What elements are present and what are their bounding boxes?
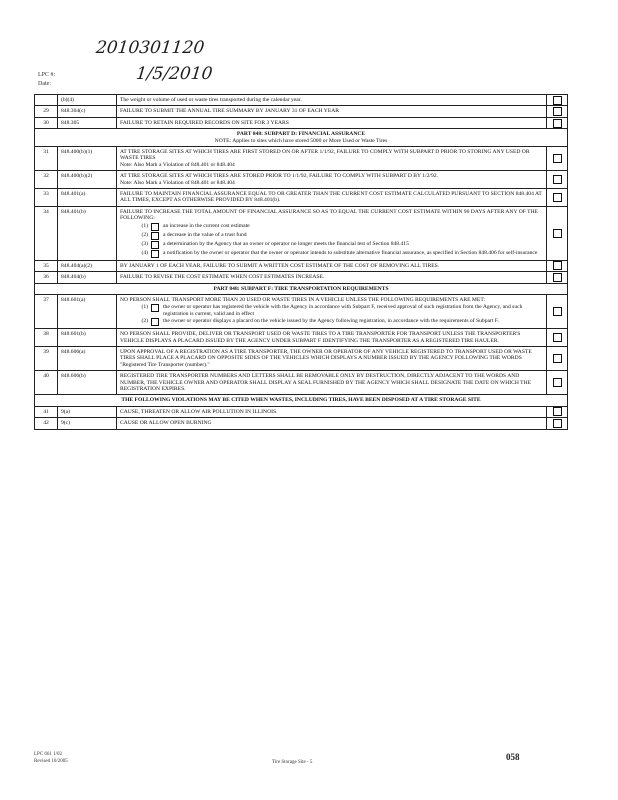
violation-description <box>117 294 547 328</box>
violation-text: FAILURE TO REVISE THE COST ESTIMATE WHEN COST ESTIMATES INCREASE. <box>120 274 325 281</box>
violation-text: The weight or volume of used or waste tires transported during the calendar year. <box>120 97 302 103</box>
table-row <box>35 147 568 171</box>
sub-item-label: (3) <box>141 240 148 247</box>
violation-text: NO PERSON SHALL TRANSPORT MORE THAN 20 USED OR WASTE TIRES IN A VEHICLE UNLESS THE FOLLOWING REQUIREMENTS ARE MET: <box>120 296 486 303</box>
lpc-label: LPC #: <box>38 72 56 78</box>
checkbox-cell <box>547 189 568 207</box>
violation-checkbox[interactable] <box>553 273 562 282</box>
violation-note: Note: Also Mark a Violation of 848.401 or 848.404 <box>120 161 235 168</box>
sub-item <box>120 250 543 258</box>
footer-center: Tire Storage Site - 5 <box>272 760 313 765</box>
date-label: Date: <box>38 81 51 87</box>
sub-item-text: the owner or operator displays a placard on the vehicle issued by the Agency following registration, in accordance with the requirements of Subpart F. <box>163 318 499 325</box>
sub-checkbox-wrap <box>151 241 160 249</box>
citation: 848.304(c) <box>58 106 117 117</box>
section-header <box>35 283 568 294</box>
section-title: PART 848: SUBPART F: TIRE TRANSPORTATION REQUIREMENTS <box>213 285 389 292</box>
checkbox-cell <box>547 346 568 370</box>
violation-text: REGISTERED TIRE TRANSPORTER NUMBERS AND LETTERS SHALL BE REMOVABLE ONLY BY DESTRUCTION, DIRECTLY ADJACENT TO THE WORDS AND NUMBER, THE VEHICLE OWNER AND OPERATOR SHALL DISPLAY A SEAL FURNISHED BY THE AGENCY WHICH SHALL DESIGNATE THE DATE ON WHICH THE REGISTRATION EXPIRES. <box>120 373 532 392</box>
violation-checkbox[interactable] <box>553 96 562 105</box>
item-number: 31 <box>35 147 58 171</box>
violation-text: BY JANUARY 1 OF EACH YEAR, FAILURE TO SUBMIT A WRITTEN COST ESTIMATE OF THE COST OF REMOVING ALL TIRES. <box>120 262 440 269</box>
sub-item-label: (2) <box>141 318 148 325</box>
item-number: 40 <box>35 371 58 395</box>
checkbox-cell <box>547 106 568 117</box>
violation-description <box>117 147 547 171</box>
violation-text: FAILURE TO SUBMIT THE ANNUAL TIRE SUMMARY BY JANUARY 31 OF EACH YEAR <box>120 108 340 115</box>
sub-item-label: (2) <box>141 231 148 238</box>
checkbox-cell <box>547 95 568 106</box>
section-title: PART 848: SUBPART D: FINANCIAL ASSURANCE <box>236 131 366 138</box>
handwritten-id: 2010301120 <box>94 38 206 58</box>
violation-checkbox[interactable] <box>553 261 562 270</box>
checkbox-cell <box>547 117 568 128</box>
citation: 848.404(a)(2) <box>58 260 117 271</box>
sub-item-checkbox[interactable] <box>151 304 159 312</box>
checkbox-cell <box>547 260 568 271</box>
sub-item-text: a notification by the owner or operator that the owner or operator intends to substitute alternative financial assurance, as specified in Section 848.406 for self-insurance <box>163 249 538 256</box>
citation: 848.305 <box>58 117 117 128</box>
section-note: NOTE: Applies to sites which have stored 5000 or More Used or Waste Tires <box>214 137 388 144</box>
citation: 848.606(a) <box>58 346 117 370</box>
citation: 848.400(b)(1) <box>58 147 117 171</box>
table-row <box>35 294 568 328</box>
violation-description <box>117 418 547 429</box>
item-number: 42 <box>35 418 58 429</box>
sub-item <box>120 241 543 249</box>
sub-item-label: (1) <box>141 222 148 229</box>
item-number: 39 <box>35 346 58 370</box>
violation-description <box>117 346 547 370</box>
section-header-row <box>35 395 568 406</box>
sub-item-label: (1) <box>141 304 148 311</box>
section-header <box>35 129 568 147</box>
item-number: 34 <box>35 206 58 260</box>
violation-checkbox[interactable] <box>553 419 562 428</box>
sub-item-checkbox[interactable] <box>151 250 159 258</box>
violation-checkbox[interactable] <box>553 307 562 316</box>
violation-text: FAILURE TO INCREASE THE TOTAL AMOUNT OF FINANCIAL ASSURANCE SO AS TO EQUAL THE CURRENT COST ESTIMATE WITHIN 90 DAYS AFTER ANY OF THE FOLLOWING: <box>120 208 539 222</box>
sub-checkbox-wrap <box>151 223 160 231</box>
checkbox-cell <box>547 329 568 347</box>
sub-item-text: an increase in the current cost estimate <box>163 222 250 229</box>
citation: (b)(4) <box>58 95 117 106</box>
sub-item <box>120 318 543 326</box>
table-row <box>35 117 568 128</box>
violation-description <box>117 106 547 117</box>
checkbox-cell <box>547 406 568 417</box>
violation-checkbox[interactable] <box>553 229 562 238</box>
violation-checkbox[interactable] <box>553 119 562 128</box>
item-number: 36 <box>35 272 58 283</box>
sub-checkbox-wrap <box>151 304 160 317</box>
table-row <box>35 260 568 271</box>
violation-checkbox[interactable] <box>553 107 562 116</box>
citation: 848.404(b) <box>58 272 117 283</box>
table-row <box>35 329 568 347</box>
violation-description <box>117 329 547 347</box>
sub-checkbox-wrap <box>151 318 160 326</box>
sub-item-text: a determination by the Agency that an owner or operator no longer meets the financial test of Section 848.415 <box>163 240 409 247</box>
table-row <box>35 206 568 260</box>
table-row <box>35 95 568 106</box>
item-number: 35 <box>35 260 58 271</box>
violation-description <box>117 117 547 128</box>
checkbox-cell <box>547 147 568 171</box>
violation-checkbox[interactable] <box>553 354 562 363</box>
section-header <box>35 395 568 406</box>
table-row <box>35 418 568 429</box>
table-row <box>35 106 568 117</box>
checkbox-cell <box>547 272 568 283</box>
violation-description <box>117 260 547 271</box>
sub-item-text: the owner or operator has registered the vehicle with the Agency in accordance with Subpart F, received approval of such registration from the Agency, and such registration is current, valid and in effect <box>163 304 523 317</box>
table-row <box>35 272 568 283</box>
item-number: 30 <box>35 117 58 128</box>
handwritten-date: 1/5/2010 <box>134 64 214 84</box>
table-row <box>35 346 568 370</box>
citation: 848.401(b) <box>58 206 117 260</box>
violation-text: FAILURE TO MAINTAIN FINANCIAL ASSURANCE EQUAL TO OR GREATER THAN THE CURRENT COST ESTIMATE CALCULATED PURSUANT TO SECTION 848.404 AT ALL TIMES, EXCEPT AS OTHERWISE PROVIDED BY 848.401(b). <box>120 191 542 204</box>
violation-description <box>117 95 547 106</box>
violation-description <box>117 206 547 260</box>
sub-item <box>120 304 543 317</box>
table-row <box>35 189 568 207</box>
item-number: 32 <box>35 171 58 189</box>
violation-description <box>117 406 547 417</box>
violation-description <box>117 371 547 395</box>
item-number: 37 <box>35 294 58 328</box>
violation-checkbox[interactable] <box>553 407 562 416</box>
citation: 848.601(a) <box>58 294 117 328</box>
footer-form-id: LPC 661 1/02 <box>34 752 63 757</box>
violation-description <box>117 272 547 283</box>
section-title: THE FOLLOWING VIOLATIONS MAY BE CITED WHEN WASTES, INCLUDING TIRES, HAVE BEEN DISPOSED AT A TIRE STORAGE SITE <box>121 397 481 404</box>
violation-note: Note: Also Mark a Violation of 848.401 or 848.404 <box>120 179 235 186</box>
item-number: 41 <box>35 406 58 417</box>
violation-text: FAILURE TO RETAIN REQUIRED RECORDS ON SITE FOR 3 YEARS <box>120 119 289 126</box>
checkbox-cell <box>547 294 568 328</box>
sub-item-checkbox[interactable] <box>151 241 159 249</box>
sub-item-text: a decrease in the value of a trust fund <box>163 231 247 238</box>
item-number: 38 <box>35 329 58 347</box>
section-header-row <box>35 129 568 147</box>
violations-table <box>34 94 568 430</box>
violation-checkbox[interactable] <box>553 154 562 163</box>
violation-text: AT TIRE STORAGE SITES AT WHICH TIRES ARE FIRST STORED ON OR AFTER 1/1/92, FAILURE TO COMPLY WITH SUBPART D PRIOR TO STORING ANY USED OR WASTE TIRES <box>120 149 530 162</box>
violation-checkbox[interactable] <box>553 378 562 387</box>
violation-checkbox[interactable] <box>553 175 562 184</box>
violation-description <box>117 189 547 207</box>
sub-item-checkbox[interactable] <box>151 318 159 326</box>
violation-text: UPON APPROVAL OF A REGISTRATION AS A TIRE TRANSPORTER, THE OWNER OR OPERATOR OF ANY VEHICLE REGISTERED TO TRANSPORT USED OR WASTE TIRES SHALL PLACE A PLACARD ON OPPOSITE SIDES OF THE VEHICLES WHICH DISPLAYS A NUMBER ISSUED BY THE AGENCY FOLLOWING THE WORDS "Registered Tire Transporter (number)." <box>120 348 532 368</box>
sub-checkbox-wrap <box>151 232 160 240</box>
sub-item-checkbox[interactable] <box>151 232 159 240</box>
table-row <box>35 171 568 189</box>
violation-description <box>117 171 547 189</box>
checkbox-cell <box>547 371 568 395</box>
section-header-row <box>35 283 568 294</box>
violation-text: AT TIRE STORAGE SITES AT WHICH TIRES ARE STORED PRIOR TO 1/1/92, FAILURE TO COMPLY WITH SUBPART D BY 1/2/92. <box>120 173 438 180</box>
citation: 9(a) <box>58 406 117 417</box>
citation: 848.606(b) <box>58 371 117 395</box>
checkbox-cell <box>547 418 568 429</box>
violation-checkbox[interactable] <box>553 193 562 202</box>
item-number: 29 <box>35 106 58 117</box>
page-number: 058 <box>506 752 520 762</box>
violation-text: NO PERSON SHALL PROVIDE, DELIVER OR TRANSPORT USED OR WASTE TIRES TO A TIRE TRANSPORTER FOR TRANSPORT UNLESS THE TRANSPORTER'S VEHICLE DISPLAYS A PLACARD ISSUED BY THE AGENCY UNDER SUBPART F IDENTIFYING THE TRANSPORTER AS A REGISTERED TIRE HAULER. <box>120 331 521 344</box>
violation-checkbox[interactable] <box>553 333 562 342</box>
checkbox-cell <box>547 171 568 189</box>
citation: 848.601(b) <box>58 329 117 347</box>
violation-text: CAUSE OR ALLOW OPEN BURNING <box>120 420 212 427</box>
citation: 848.401(a) <box>58 189 117 207</box>
citation: 9(c) <box>58 418 117 429</box>
table-row <box>35 371 568 395</box>
sub-item-label: (4) <box>141 249 148 256</box>
sub-item <box>120 223 543 231</box>
sub-item <box>120 232 543 240</box>
sub-item-checkbox[interactable] <box>151 223 159 231</box>
item-number <box>35 95 58 106</box>
violation-text: CAUSE, THREATEN OR ALLOW AIR POLLUTION IN ILLINOIS. <box>120 408 278 415</box>
sub-checkbox-wrap <box>151 250 160 258</box>
item-number: 33 <box>35 189 58 207</box>
checkbox-cell <box>547 206 568 260</box>
table-row <box>35 406 568 417</box>
citation: 848.400(b)(2) <box>58 171 117 189</box>
footer-revision: Revised 10/2005 <box>34 759 68 764</box>
